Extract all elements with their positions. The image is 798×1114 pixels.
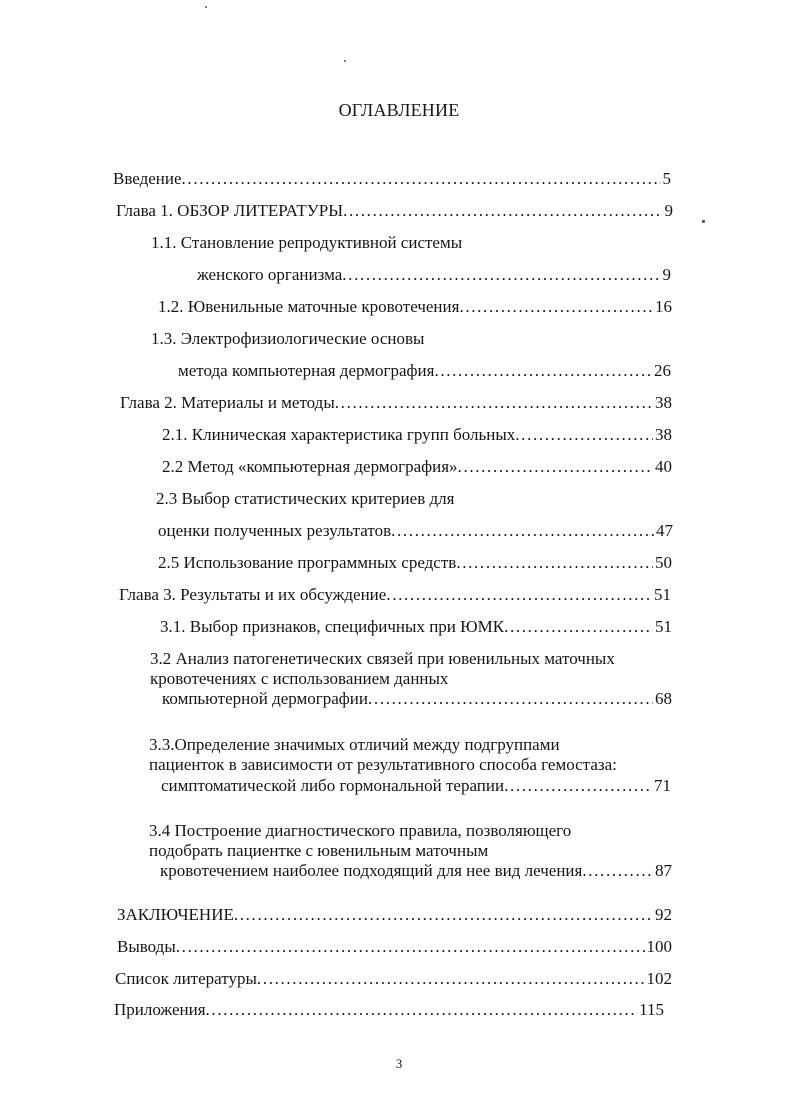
toc-entry-page: 87: [655, 861, 672, 880]
toc-entry: [114, 999, 639, 1021]
toc-entry: [161, 775, 664, 797]
toc-entry-page: 100: [646, 937, 672, 956]
toc-entry: [158, 296, 658, 318]
toc-entry: [158, 552, 658, 574]
toc-entry: [197, 264, 665, 286]
toc-entry-page: 102: [646, 969, 672, 988]
toc-entry-title: 1.1. Становление репродуктивной системы: [151, 233, 463, 252]
toc-entry: [160, 860, 660, 882]
toc-entry-page: 92: [655, 905, 672, 924]
toc-entry-page: 51: [655, 617, 672, 636]
toc-entry-title: метода компьютерная дермография: [178, 361, 435, 380]
toc-entry-page: 16: [655, 297, 672, 316]
toc-entry-page: 51: [654, 585, 671, 604]
toc-entry: [162, 424, 659, 446]
toc-entry-title: Глава 1. ОБЗОР ЛИТЕРАТУРЫ: [116, 201, 344, 220]
toc-entry-page: 50: [655, 553, 672, 572]
toc-entry-title: 3.3.Определение значимых отличий между подгруппами: [149, 735, 560, 754]
toc-entry-page: 38: [655, 393, 672, 412]
toc-entry: [117, 904, 664, 926]
toc-entry-title: женского организма: [197, 265, 343, 284]
scan-speck: [702, 220, 705, 223]
page-number: 3: [395, 1056, 403, 1071]
toc-entry: [115, 968, 649, 990]
page-title: ОГЛАВЛЕНИЕ: [338, 100, 460, 120]
toc-entry-title: 1.2. Ювенильные маточные кровотечения: [158, 297, 460, 316]
toc-entry: [160, 616, 662, 638]
toc-entry-title: Выводы: [117, 937, 176, 956]
toc-entry-page: 5: [662, 169, 671, 188]
toc-entry-title: Введение: [113, 169, 182, 188]
toc-entry-title: симптоматической либо гормональной терапии: [161, 776, 505, 795]
toc-entry-page: 9: [664, 201, 673, 220]
scan-speck: [205, 6, 207, 8]
toc-entry-page: 9: [662, 265, 671, 284]
toc-entry-title: подобрать пациентке с ювенильным маточным: [149, 841, 489, 860]
toc-entry: [120, 392, 658, 414]
toc-entry-title: Глава 2. Материалы и методы: [120, 393, 335, 412]
toc-entry-title: 3.4 Построение диагностического правила, позволяющего: [149, 821, 572, 840]
toc-entry-page: 71: [654, 776, 671, 795]
toc-entry: [162, 688, 658, 710]
toc-entry-page: 40: [655, 457, 672, 476]
toc-entry-title: 3.1. Выбор признаков, специфичных при ЮМК: [160, 617, 505, 636]
toc-entry-title: ЗАКЛЮЧЕНИЕ: [117, 905, 234, 924]
toc-entry: [119, 584, 664, 606]
toc-entry: [162, 456, 659, 478]
toc-entry: [178, 360, 658, 382]
toc-entry-title: оценки полученных результатов: [158, 521, 392, 540]
toc-entry-page: 38: [655, 425, 672, 444]
toc-entry-title: 2.1. Клиническая характеристика групп больных: [162, 425, 516, 444]
toc-entry-title: кровотечением наиболее подходящий для нее вид лечения: [160, 861, 583, 880]
toc-entry-title: 2.5 Использование программных средств: [158, 553, 457, 572]
toc-entry-title: 2.2 Метод «компьютерная дермография»: [162, 457, 458, 476]
toc-entry: [158, 520, 663, 542]
toc-entry-title: компьютерной дермографии: [162, 689, 369, 708]
toc-entry: [116, 200, 667, 222]
toc-entry-title: пациенток в зависимости от результативного способа гемостаза:: [149, 755, 617, 774]
toc-entry-title: Приложения: [114, 1000, 206, 1019]
toc-entry-title: Список литературы: [115, 969, 257, 988]
toc-entry-title: 3.2 Анализ патогенетических связей при ювенильных маточных: [150, 649, 615, 668]
scan-speck: [344, 60, 346, 62]
toc-entry-title: кровотечениях с использованием данных: [150, 669, 449, 688]
toc-entry: [113, 168, 669, 190]
toc-entry-title: 1.3. Электрофизиологические основы: [151, 329, 425, 348]
toc-entry-page: 26: [654, 361, 671, 380]
toc-entry-title: 2.3 Выбор статистических критериев для: [156, 489, 455, 508]
toc-entry-page: 47: [656, 521, 673, 540]
toc-entry: [117, 936, 649, 958]
toc-entry-title: Глава 3. Результаты и их обсуждение: [119, 585, 387, 604]
toc-entry-page: 68: [655, 689, 672, 708]
toc-entry-page: 115: [639, 1000, 664, 1019]
